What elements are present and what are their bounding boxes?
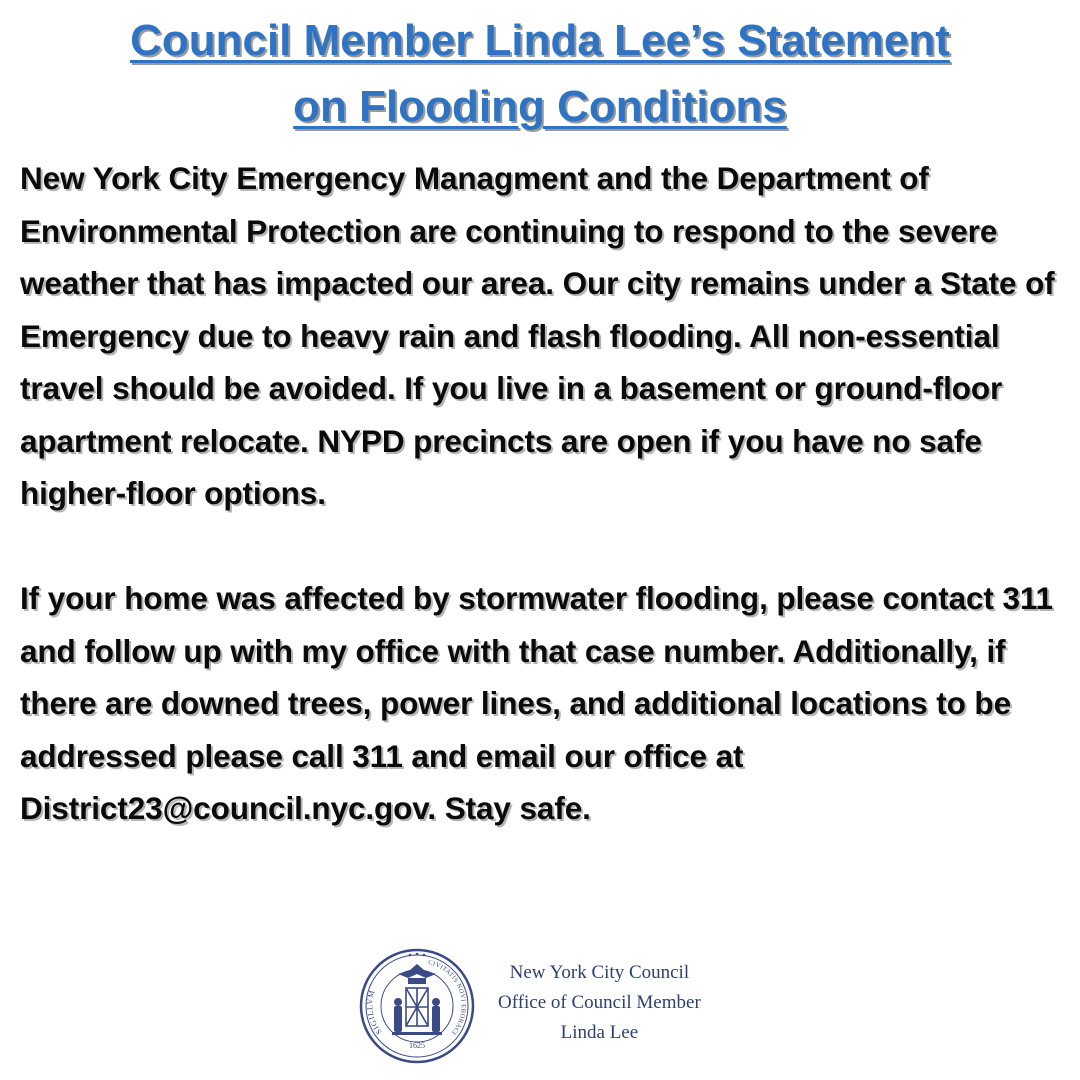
office-line-2: Office of Council Member <box>498 992 701 1013</box>
office-signature <box>358 940 701 1066</box>
statement-body <box>20 152 1070 835</box>
statement-title-line-1: Council Member Linda Lee’s Statement <box>130 16 950 65</box>
statement-title <box>0 8 1080 140</box>
statement-title-line-2: on Flooding Conditions <box>293 82 787 131</box>
office-line-3: Linda Lee <box>560 1022 639 1043</box>
statement-paragraph-1: New York City Emergency Managment and the Department of Environmental Protection are continuing to respond to the severe weather that has impacted our area. Our city remains under a State of Emergency due to heavy rain and flash flooding. All non-essential travel should be avoided. If you live in a basement or ground-floor apartment relocate. NYPD precincts are open if you have no safe higher-floor options. <box>20 160 1055 511</box>
office-name-block <box>498 958 701 1048</box>
office-line-1: New York City Council <box>509 962 690 983</box>
seal-year: 1625 <box>409 1041 425 1050</box>
svg-text:SIGILLVM <box>365 989 383 1037</box>
seal-text-left: SIGILLVM <box>365 988 384 1037</box>
statement-paragraph-2: If your home was affected by stormwater flooding, please contact 311 and follow up with my office with that case number. Additionally, if there are downed trees, power lines, and additional locations to be addressed please call 311 and email our office at District23@council.nyc.gov. Stay safe. <box>20 580 1053 826</box>
nyc-seal-icon <box>358 940 476 1066</box>
seal-text-right: CIVITATIS NOVI EBORACI <box>427 959 467 1037</box>
